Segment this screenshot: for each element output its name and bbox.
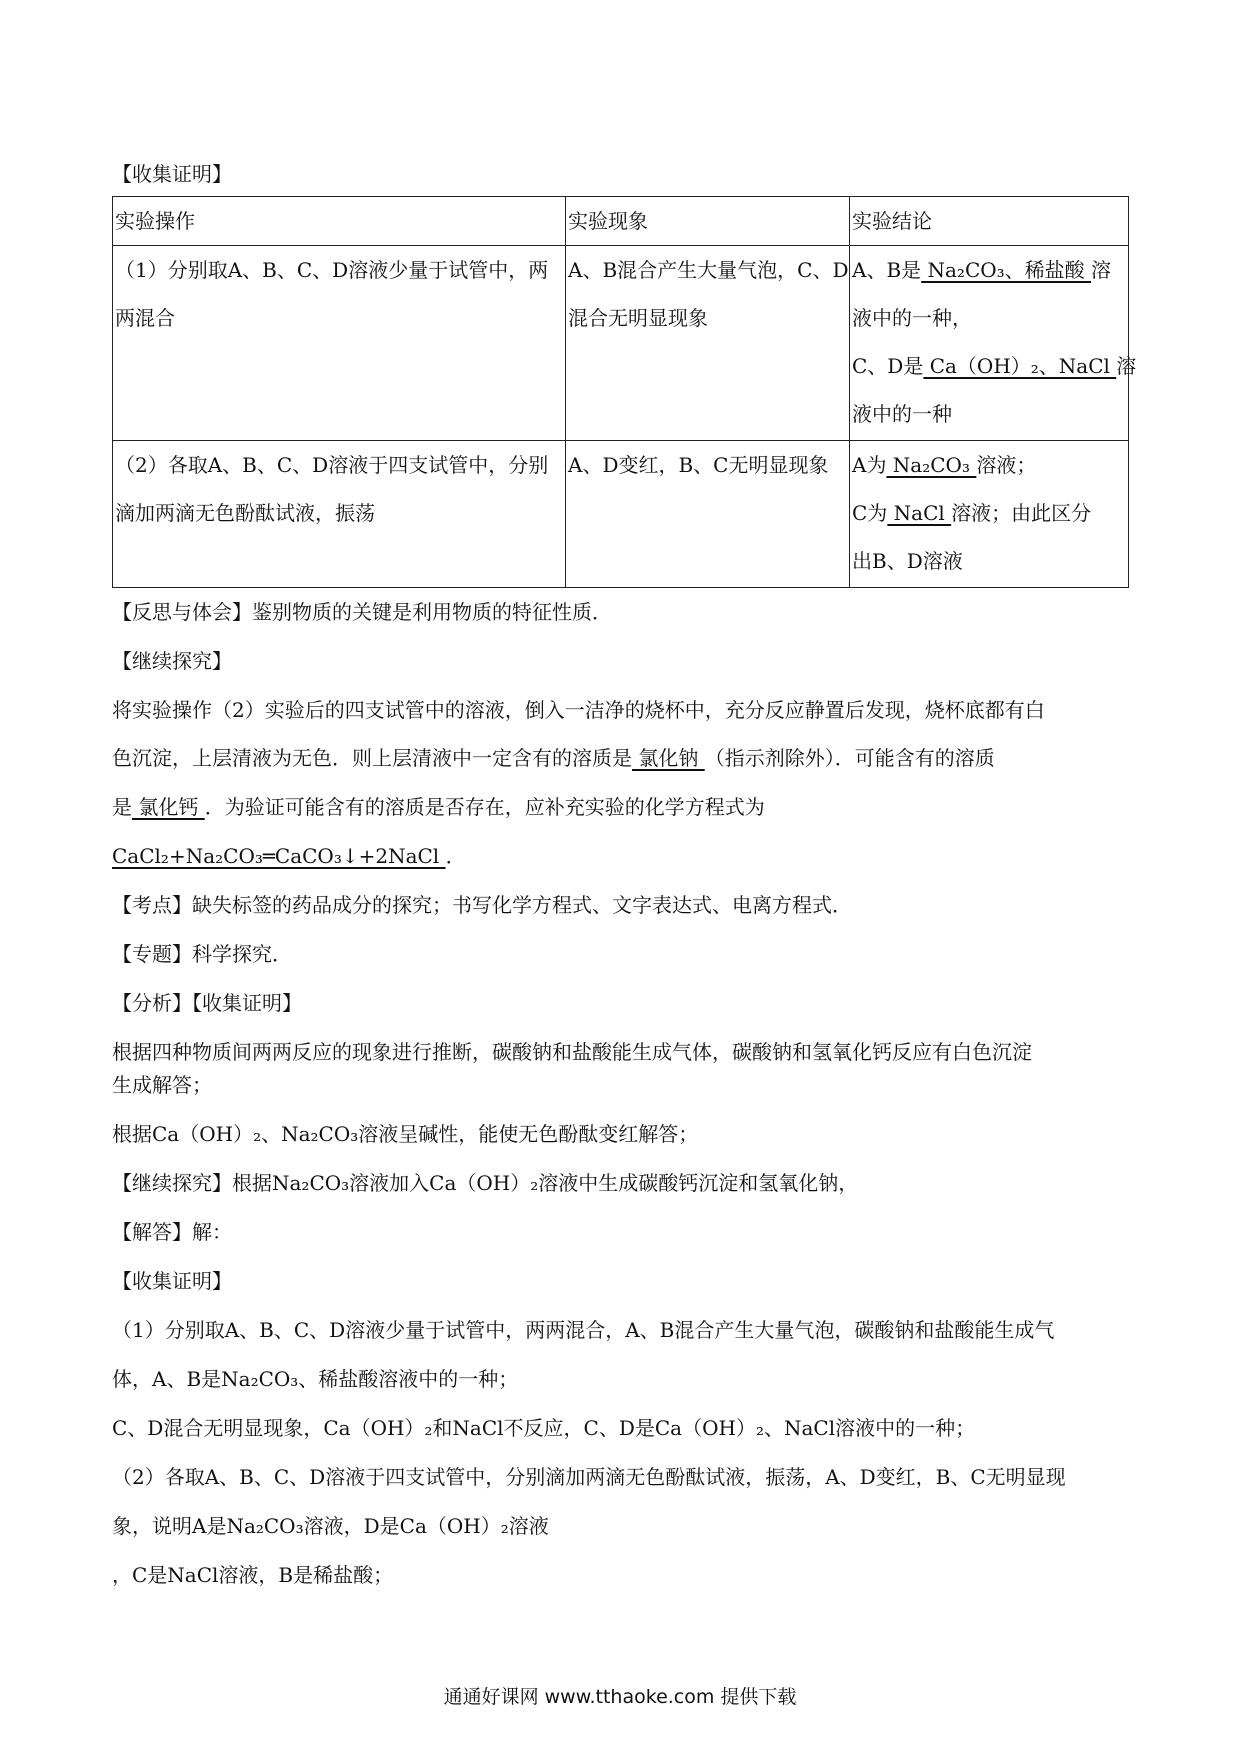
cell-text: 两混合 bbox=[115, 306, 175, 330]
solution-heading: 【解答】解： bbox=[112, 1220, 232, 1244]
experiment-table bbox=[112, 196, 1137, 588]
test-point-text: 【考点】缺失标签的药品成分的探究；书写化学方程式、文字表达式、电离方程式． bbox=[112, 893, 852, 917]
answer-blank: 氯化钠 bbox=[632, 746, 705, 770]
paragraph-line: （1）分别取A、B、C、D溶液少量于试管中，两两混合，A、B混合产生大量气泡，碳酸钠和盐酸能生成气 bbox=[112, 1318, 1055, 1342]
phenomenon-cell bbox=[566, 246, 850, 441]
conclusion-cell bbox=[850, 246, 1137, 441]
section-heading-collect: 【收集证明】 bbox=[112, 162, 232, 186]
cell-text: 溶液； bbox=[976, 453, 1037, 477]
cell-text: 溶 bbox=[1116, 354, 1137, 378]
paragraph-line: 根据四种物质间两两反应的现象进行推断，碳酸钠和盐酸能生成气体，碳酸钠和氢氧化钙反应有白色沉淀 bbox=[112, 1040, 1032, 1064]
answer-blank: Na₂CO₃、稀盐酸 bbox=[921, 258, 1092, 282]
cell-text: A、B是 bbox=[852, 258, 922, 282]
paragraph-line bbox=[112, 842, 1128, 870]
text-span: 色沉淀，上层清液为无色．则上层清液中一定含有的溶质是 bbox=[112, 746, 632, 770]
operation-cell bbox=[113, 246, 566, 441]
cell-text: 溶液；由此区分 bbox=[951, 501, 1092, 525]
analysis-heading: 【分析】【收集证明】 bbox=[112, 991, 302, 1015]
text-span: ．为验证可能含有的溶质是否存在，应补充实验的化学方程式为 bbox=[204, 795, 765, 819]
cell-text: 液中的一种， bbox=[852, 306, 972, 330]
paragraph-line: 将实验操作（2）实验后的四支试管中的溶液，倒入一洁净的烧杯中，充分反应静置后发现，烧杯底都有白 bbox=[112, 698, 1045, 722]
cell-text: （2）各取A、B、C、D溶液于四支试管中，分别 bbox=[115, 453, 549, 477]
text-span: ． bbox=[445, 844, 466, 868]
phenomenon-cell bbox=[566, 441, 850, 588]
answer-blank: 氯化钙 bbox=[132, 795, 205, 819]
cell-text: C为 bbox=[852, 501, 888, 525]
table-header-cell: 实验结论 bbox=[850, 197, 1129, 246]
paragraph-line: 体，A、B是Na₂CO₃、稀盐酸溶液中的一种； bbox=[112, 1367, 519, 1391]
paragraph-line: 生成解答； bbox=[112, 1073, 212, 1097]
table-header-cell: 实验操作 bbox=[113, 197, 566, 246]
cell-text: 出B、D溶液 bbox=[852, 549, 963, 573]
answer-blank: CaCl₂+Na₂CO₃═CaCO₃↓+2NaCl bbox=[112, 844, 446, 868]
table-row bbox=[113, 246, 1129, 441]
cell-text: 混合无明显现象 bbox=[568, 306, 708, 330]
page-footer: 通通好课网 www.tthaoke.com 提供下载 bbox=[443, 1686, 797, 1708]
section-heading-collect: 【收集证明】 bbox=[112, 1269, 232, 1293]
table-header-cell: 实验现象 bbox=[566, 197, 850, 246]
paragraph-line: 【继续探究】根据Na₂CO₃溶液加入Ca（OH）₂溶液中生成碳酸钙沉淀和氢氧化钠， bbox=[112, 1171, 859, 1195]
answer-blank: Na₂CO₃ bbox=[886, 453, 977, 477]
section-heading-continue: 【继续探究】 bbox=[112, 649, 232, 673]
cell-text: （1）分别取A、B、C、D溶液少量于试管中，两 bbox=[115, 258, 549, 282]
table-row bbox=[113, 441, 1129, 588]
cell-text: A为 bbox=[852, 453, 887, 477]
topic-text: 【专题】科学探究． bbox=[112, 942, 292, 966]
reflection-text: 【反思与体会】鉴别物质的关键是利用物质的特征性质． bbox=[112, 600, 612, 624]
paragraph-line bbox=[112, 744, 1128, 772]
paragraph-line: 象，说明A是Na₂CO₃溶液，D是Ca（OH）₂溶液 bbox=[112, 1514, 549, 1538]
answer-blank: NaCl bbox=[887, 501, 952, 525]
text-span: 是 bbox=[112, 795, 132, 819]
paragraph-line: C、D混合无明显现象，Ca（OH）₂和NaCl不反应，C、D是Ca（OH）₂、NaCl溶液中的一种； bbox=[112, 1416, 976, 1440]
cell-text: 液中的一种 bbox=[852, 402, 952, 426]
conclusion-cell bbox=[850, 441, 1129, 588]
cell-text: 滴加两滴无色酚酞试液，振荡 bbox=[115, 501, 375, 525]
answer-blank: Ca（OH）₂、NaCl bbox=[923, 354, 1117, 378]
paragraph-line: 根据Ca（OH）₂、Na₂CO₃溶液呈碱性，能使无色酚酞变红解答； bbox=[112, 1122, 699, 1146]
operation-cell bbox=[113, 441, 566, 588]
text-span: （指示剂除外）．可能含有的溶质 bbox=[704, 746, 995, 770]
cell-text: 溶 bbox=[1091, 258, 1112, 282]
paragraph-line: （2）各取A、B、C、D溶液于四支试管中，分别滴加两滴无色酚酞试液，振荡，A、D变红，B、C无明显现 bbox=[112, 1465, 1066, 1489]
table-header-row bbox=[113, 197, 1129, 246]
cell-text: C、D是 bbox=[852, 354, 924, 378]
cell-text: A、D变红，B、C无明显现象 bbox=[568, 453, 829, 477]
paragraph-line: ，C是NaCl溶液，B是稀盐酸； bbox=[112, 1563, 394, 1587]
paragraph-line bbox=[112, 793, 1128, 821]
cell-text: A、B混合产生大量气泡，C、D bbox=[568, 258, 849, 282]
